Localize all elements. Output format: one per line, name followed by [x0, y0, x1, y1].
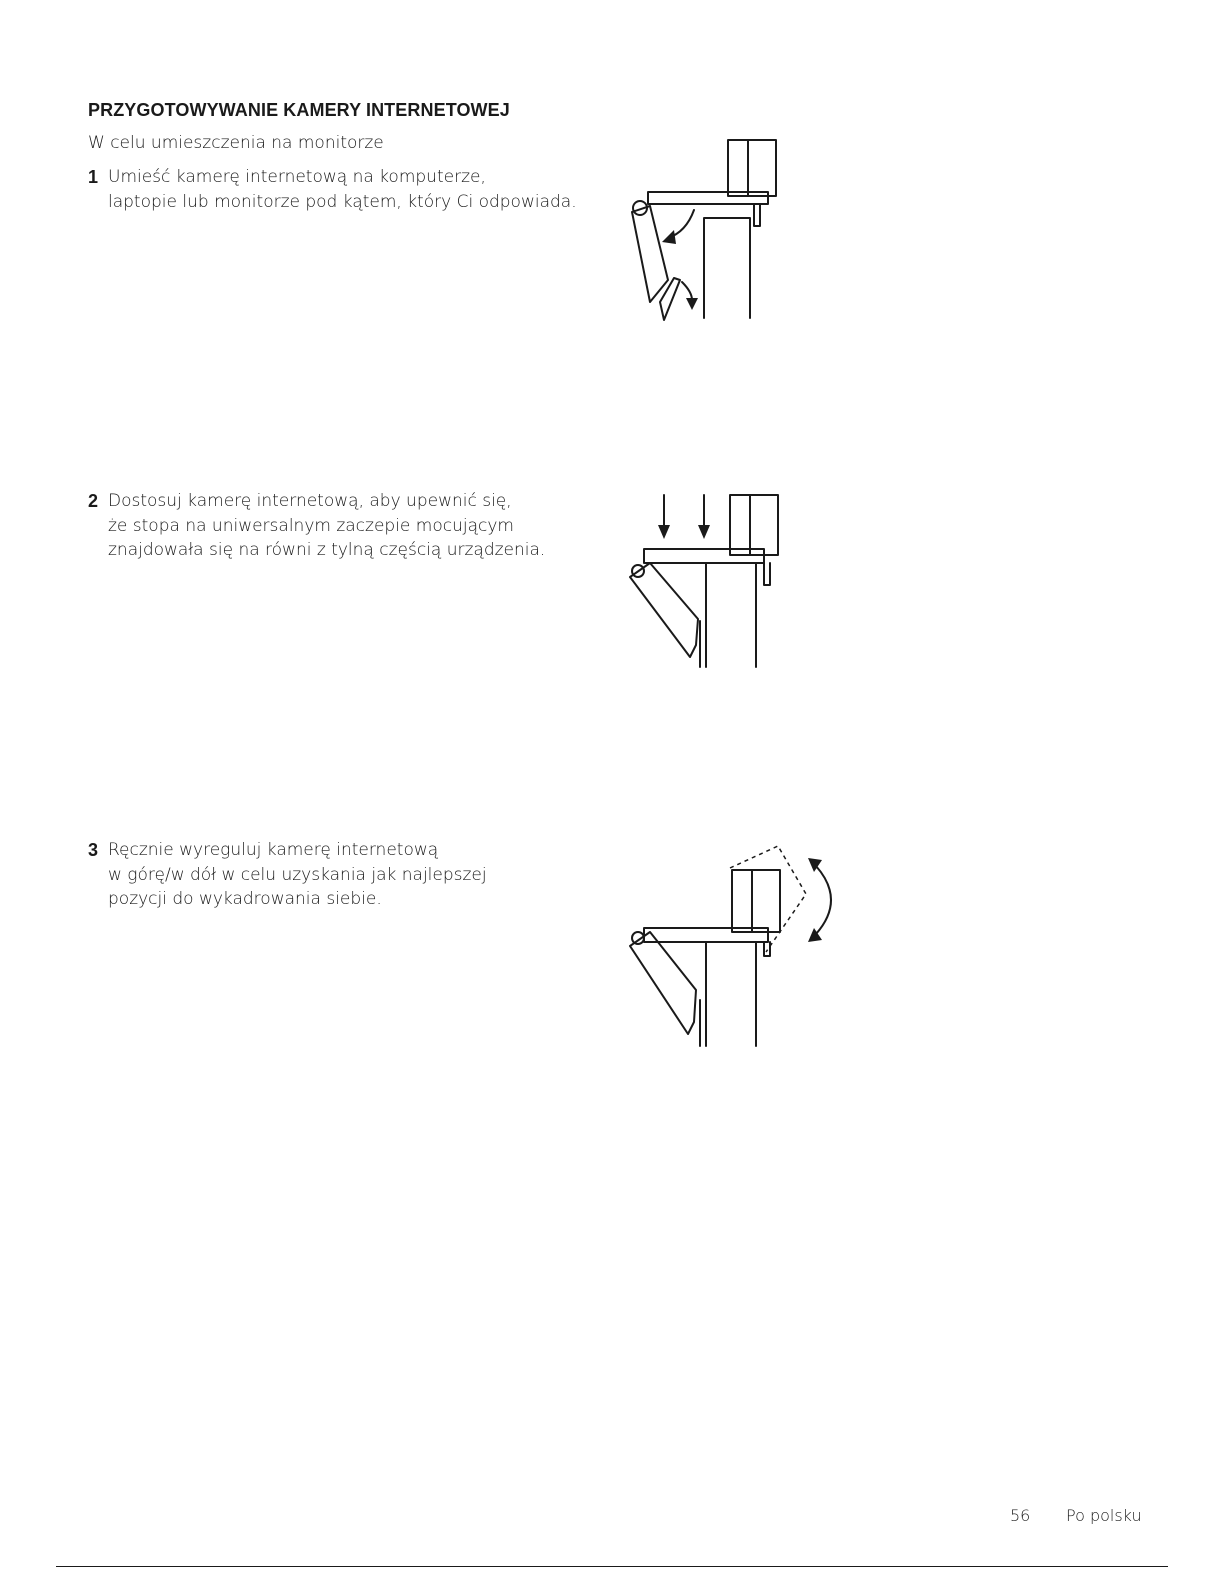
camera-body [732, 870, 780, 932]
clip-foot [754, 204, 760, 226]
monitor-outline [704, 218, 750, 318]
step-1-illustration [620, 130, 820, 330]
step-text: Umieść kamerę internetową na komputerze, laptopie lub monitorze pod kątem, który Ci odpowiada. [108, 167, 577, 212]
step-2-illustration [620, 485, 820, 675]
step-1 [88, 165, 618, 214]
step-number: 2 [88, 491, 99, 511]
step-text: Ręcznie wyreguluj kamerę internetową w górę/w dół w celu uzyskania jak najlepszej pozycji do wykadrowania siebie. [108, 840, 487, 909]
clip-foot [764, 942, 770, 956]
step-number: 3 [88, 840, 99, 860]
step-text: Dostosuj kamerę internetową, aby upewnić się, że stopa na uniwersalnym zaczepie mocującym znajdowała się na równi z tylną częścią urządzenia. [108, 491, 546, 560]
section-intro: W celu umieszczenia na monitorze [88, 133, 384, 153]
flap-outline [630, 932, 696, 1034]
footer-language: Po polsku [1066, 1506, 1142, 1525]
step-3 [88, 838, 618, 912]
camera-body [730, 495, 778, 555]
flap-outline [632, 206, 668, 302]
page-number: 56 [1010, 1506, 1031, 1525]
step-2 [88, 489, 618, 563]
footer-divider [56, 1566, 1168, 1567]
monitor-outline [706, 563, 756, 667]
clip-bar [644, 928, 768, 942]
clip-bar [648, 192, 768, 204]
clip-foot [764, 563, 770, 585]
camera-body [728, 140, 776, 196]
rotate-arrow-icon [816, 866, 831, 934]
step-number: 1 [88, 167, 99, 187]
section-title: PRZYGOTOWYWANIE KAMERY INTERNETOWEJ [88, 100, 510, 120]
monitor-outline [706, 942, 756, 1046]
step-3-illustration [620, 838, 850, 1053]
